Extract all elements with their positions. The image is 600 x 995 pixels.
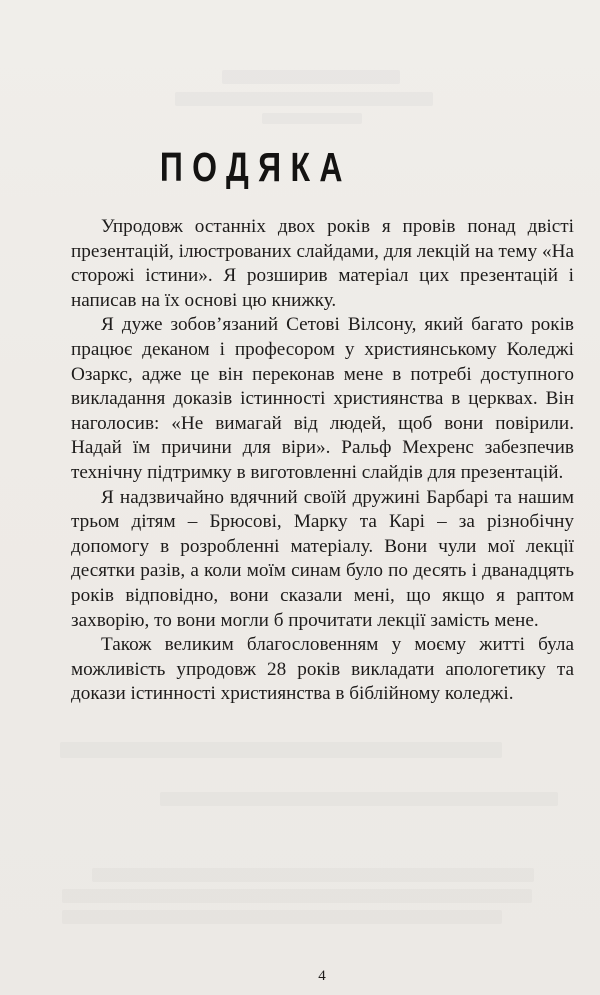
show-through-mark [160,792,558,806]
show-through-mark [222,70,400,84]
paragraph: Упродовж останніх двох років я провів понад двісті презентацій, ілюстрованих слайдами, для лекцій на тему «На сторожі істини». Я розширив матеріал цих презентацій і написав на їх основі цю книжку. [71,216,574,311]
page-number: 4 [318,968,326,984]
show-through-mark [262,113,362,124]
show-through-mark [62,889,532,903]
show-through-mark [92,868,534,882]
show-through-mark [60,742,502,758]
page-title: ПОДЯКА [159,144,352,190]
show-through-mark [175,92,433,106]
paragraph: Також великим благословенням у моєму житті була можливість упродовж 28 років викладати апологетику та докази істинності християнства в біблійному коледжі. [71,634,574,705]
show-through-mark [62,910,502,924]
paragraph: Я дуже зобов’язаний Сетові Вілсону, який багато років працює деканом і професором у християнському Коледжі Озаркс, адже це він переконав мене в потребі доступного викладання доказів істинності християнства в церквах. Він наголосив: «Не вимагай від людей, щоб вони повірили. Надай їм причини для віри». Ральф Мехренс забезпечив технічну підтримку в виготовленні слайдів для презентацій. [71,314,574,483]
body-text [71,215,574,707]
paragraph: Я надзвичайно вдячний своїй дружині Барбарі та нашим трьом дітям – Брюсові, Марку та Карі – за різнобічну допомогу в розробленні матеріалу. Вони чули мої лекції десятки разів, а коли моїм синам було по десять і дванадцять років відповідно, вони сказали мені, що якщо я раптом захворію, то вони могли б прочитати лекції замість мене. [71,486,574,631]
